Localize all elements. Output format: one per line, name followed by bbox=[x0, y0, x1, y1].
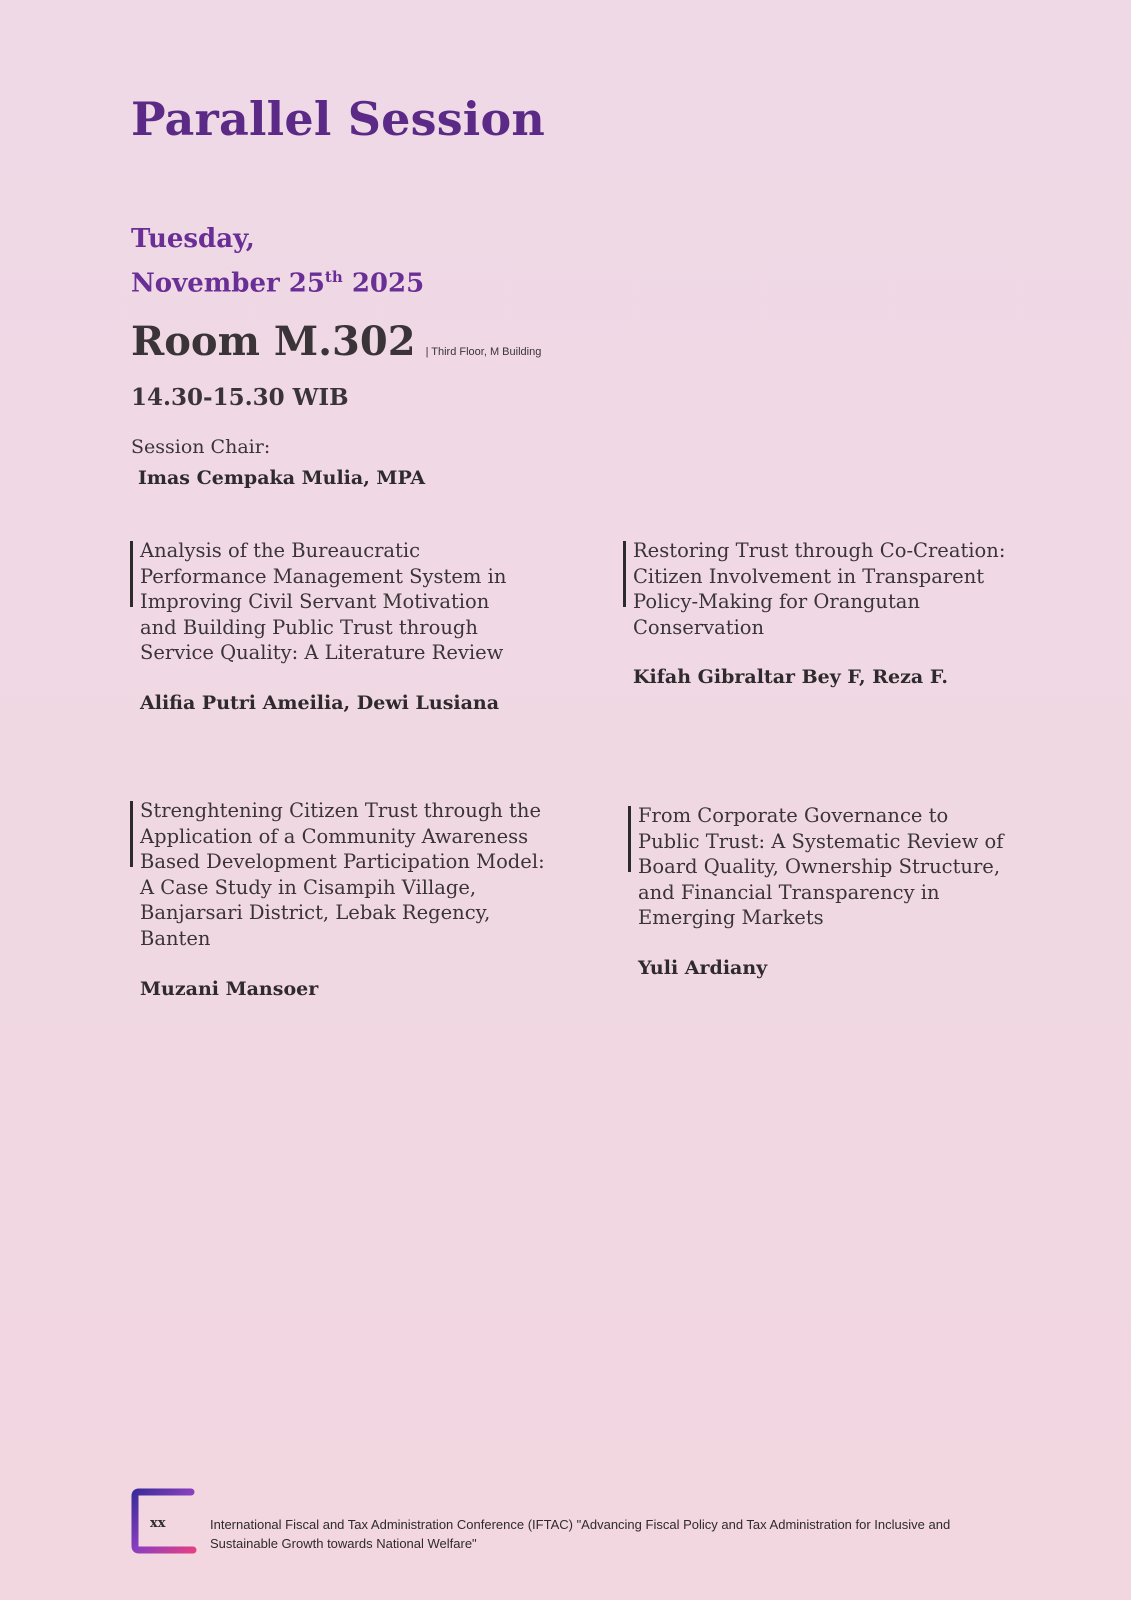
paper-title: Analysis of the Bureaucratic Performance Management System in Improving Civil Servant Motivation and Building Public Trust through Service Quality: A Literature Review bbox=[140, 539, 507, 665]
paper-authors: Yuli Ardiany bbox=[638, 956, 768, 979]
paper-authors: Alifia Putri Ameilia, Dewi Lusiana bbox=[140, 691, 500, 714]
date-suffix: th bbox=[324, 268, 343, 286]
session-chair-name: Imas Cempaka Mulia, MPA bbox=[138, 467, 426, 489]
session-date bbox=[131, 220, 424, 303]
room-name: Room M.302 bbox=[131, 318, 416, 365]
page-title: Parallel Session bbox=[131, 92, 545, 146]
footer-conference-text: International Fiscal and Tax Administration Conference (IFTAC) "Advancing Fiscal Policy and Tax Administration for Inclusive and Sustainable Growth towards National Welfare" bbox=[210, 1517, 951, 1551]
page-number: xx bbox=[150, 1516, 166, 1531]
paper-item bbox=[130, 538, 530, 714]
room-info bbox=[131, 318, 541, 365]
accent-bar bbox=[623, 541, 626, 607]
accent-bar bbox=[130, 801, 133, 867]
paper-title: Restoring Trust through Co-Creation: Citizen Involvement in Transparent Policy-Making for Orangutan Conservation bbox=[633, 539, 1006, 639]
paper-title: Strenghtening Citizen Trust through the Application of a Community Awareness Based Development Participation Model: A Case Study in Cisampih Village, Banjarsari District, Lebak Regency, Banten bbox=[140, 799, 545, 950]
paper-item bbox=[130, 798, 550, 1000]
paper-authors: Kifah Gibraltar Bey F, Reza F. bbox=[633, 666, 949, 689]
session-day: Tuesday, bbox=[131, 224, 255, 254]
session-full-date: November 25th 2025 bbox=[131, 268, 425, 299]
session-chair-label: Session Chair: bbox=[131, 436, 271, 458]
paper-item bbox=[623, 538, 1023, 688]
paper-item bbox=[628, 803, 1008, 979]
accent-bar bbox=[628, 806, 631, 872]
session-time: 14.30-15.30 WIB bbox=[131, 384, 349, 411]
paper-authors: Muzani Mansoer bbox=[140, 977, 319, 1000]
accent-bar bbox=[130, 541, 133, 607]
paper-title: From Corporate Governance to Public Trust: A Systematic Review of Board Quality, Ownership Structure, and Financial Transparency in Emerging Markets bbox=[638, 804, 1004, 930]
room-location: | Third Floor, M Building bbox=[425, 346, 542, 358]
